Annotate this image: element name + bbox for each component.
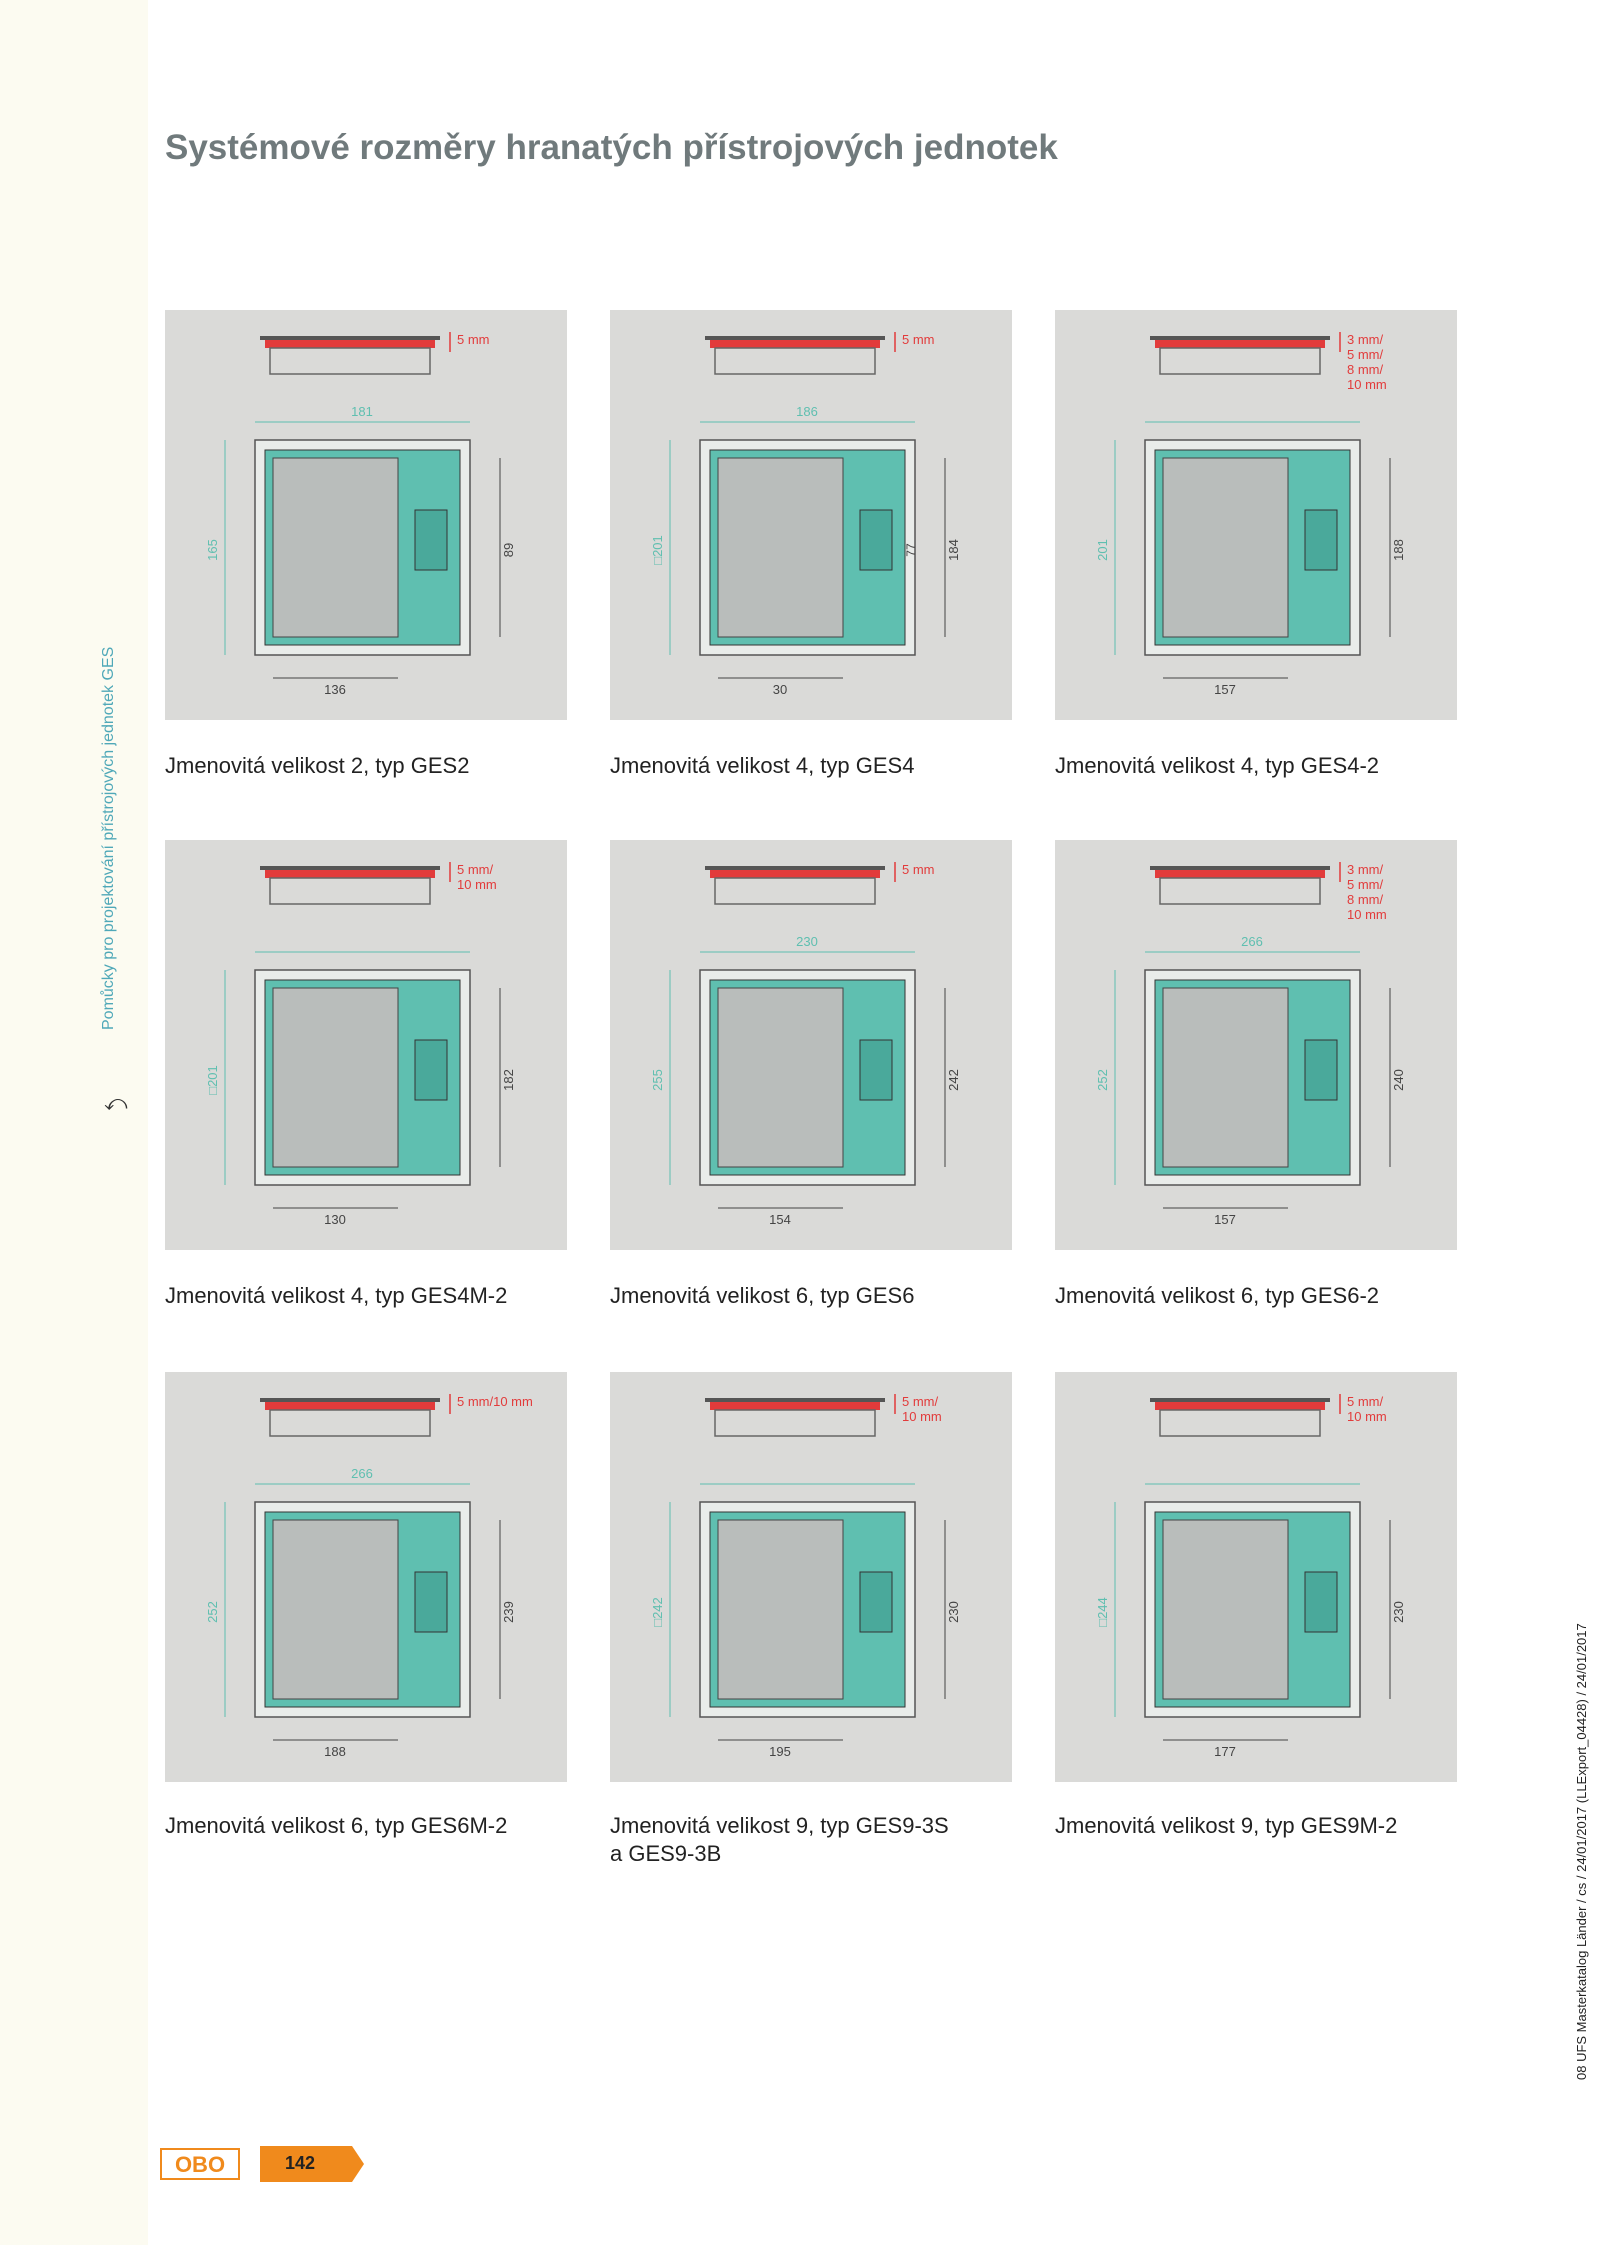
socket-icon <box>860 1040 892 1100</box>
mm-label: 5 mm/10 mm <box>457 1394 533 1409</box>
socket-icon <box>1305 510 1337 570</box>
cover-plate <box>273 458 398 637</box>
unit-drawing <box>165 310 567 720</box>
cover-plate <box>718 1520 843 1699</box>
mm-label: 5 mm <box>902 862 935 877</box>
unit-caption: Jmenovitá velikost 9, typ GES9M-2 <box>1055 1813 1398 1838</box>
frame-profile <box>270 1410 430 1436</box>
cover-plate <box>1163 1520 1288 1699</box>
cover-plate <box>273 1520 398 1699</box>
left-dimension: 255 <box>650 1069 665 1091</box>
unit-caption: Jmenovitá velikost 4, typ GES4M-2 <box>165 1283 508 1308</box>
right-dimension: 182 <box>501 1069 516 1091</box>
bottom-dimension: 130 <box>324 1212 346 1227</box>
mm-label: 5 mm/ 10 mm <box>457 862 497 892</box>
page-title: Systémové rozměry hranatých přístrojových jednotek <box>165 128 1058 167</box>
catalog-reference: 08 UFS Masterkatalog Länder / cs / 24/01/2017 (LLExport_04428) / 24/01/2017 <box>1574 1623 1589 2080</box>
right-dimension: 89 <box>501 542 516 558</box>
frame-profile <box>270 348 430 374</box>
top-dimension: 266 <box>351 1466 373 1481</box>
right-dimension: 230 <box>1391 1601 1406 1623</box>
right-dimension: 240 <box>1391 1069 1406 1091</box>
cover-plate <box>273 988 398 1167</box>
unit-drawing <box>165 1372 567 1782</box>
cover-plate <box>1163 988 1288 1167</box>
mm-label: 5 mm/ 10 mm <box>902 1394 942 1424</box>
left-dimension: □244 <box>1095 1597 1110 1627</box>
unit-caption: Jmenovitá velikost 4, typ GES4 <box>610 753 915 778</box>
socket-icon <box>415 1572 447 1632</box>
side-label: Pomůcky pro projektování přístrojových jednotek GES <box>100 646 117 1030</box>
socket-icon <box>415 510 447 570</box>
left-dimension: □242 <box>650 1597 665 1627</box>
frame-profile <box>270 878 430 904</box>
frame-profile <box>715 348 875 374</box>
unit-drawing <box>610 310 1012 720</box>
bottom-dimension: 136 <box>324 682 346 697</box>
mm-label: 5 mm/ 10 mm <box>1347 1394 1387 1424</box>
mm-label: 5 mm <box>457 332 490 347</box>
unit-drawing <box>165 840 567 1250</box>
right-dimension: 242 <box>946 1069 961 1091</box>
left-dimension: 201 <box>1095 539 1110 561</box>
sidebar-strip <box>0 0 148 2245</box>
left-dimension: □201 <box>205 1065 220 1095</box>
socket-icon <box>1305 1572 1337 1632</box>
left-dimension: 252 <box>1095 1069 1110 1091</box>
right-dimension: 239 <box>501 1601 516 1623</box>
unit-caption: Jmenovitá velikost 6, typ GES6-2 <box>1055 1283 1380 1308</box>
mm-label: 5 mm <box>902 332 935 347</box>
bottom-dimension: 177 <box>1214 1744 1236 1759</box>
frame-profile <box>1160 348 1320 374</box>
left-dimension: 252 <box>205 1601 220 1623</box>
top-dimension: 181 <box>351 404 373 419</box>
unit-drawing <box>1055 1372 1457 1782</box>
socket-icon <box>860 510 892 570</box>
frame-profile <box>715 1410 875 1436</box>
top-dimension: 266 <box>1241 934 1263 949</box>
frame-profile <box>1160 878 1320 904</box>
bottom-dimension: 195 <box>769 1744 791 1759</box>
bottom-dimension: 157 <box>1214 682 1236 697</box>
left-dimension: □201 <box>650 535 665 565</box>
bottom-dimension: 154 <box>769 1212 791 1227</box>
unit-caption: Jmenovitá velikost 9, typ GES9-3S a GES9-3B <box>610 1813 949 1866</box>
bottom-dimension: 157 <box>1214 1212 1236 1227</box>
brand-text: OBO <box>174 2152 226 2177</box>
unit-caption: Jmenovitá velikost 4, typ GES4-2 <box>1055 753 1380 778</box>
socket-icon <box>860 1572 892 1632</box>
right-dimension: 230 <box>946 1601 961 1623</box>
unit-caption: Jmenovitá velikost 2, typ GES2 <box>165 753 470 778</box>
unit-caption: Jmenovitá velikost 6, typ GES6 <box>610 1283 915 1308</box>
cover-plate <box>718 458 843 637</box>
unit-drawing <box>1055 840 1457 1250</box>
socket-icon <box>415 1040 447 1100</box>
extra-dimension: 77 <box>904 543 918 557</box>
right-dimension: 184 <box>946 539 961 561</box>
bottom-dimension: 188 <box>324 1744 346 1759</box>
obo-logo <box>160 2148 240 2180</box>
bottom-dimension: 30 <box>772 682 788 697</box>
frame-profile <box>1160 1410 1320 1436</box>
socket-icon <box>1305 1040 1337 1100</box>
unit-drawing <box>1055 310 1457 720</box>
top-dimension: 186 <box>796 404 818 419</box>
mm-label: 3 mm/ 5 mm/ 8 mm/ 10 mm <box>1347 862 1387 922</box>
side-logo-icon: ⤺ <box>104 1090 128 1115</box>
unit-drawing <box>610 1372 1012 1782</box>
unit-drawing <box>610 840 1012 1250</box>
page-number: 142 <box>285 2153 316 2173</box>
cover-plate <box>1163 458 1288 637</box>
right-dimension: 188 <box>1391 539 1406 561</box>
left-dimension: 165 <box>205 539 220 561</box>
unit-caption: Jmenovitá velikost 6, typ GES6M-2 <box>165 1813 508 1838</box>
mm-label: 3 mm/ 5 mm/ 8 mm/ 10 mm <box>1347 332 1387 392</box>
top-dimension: 230 <box>796 934 818 949</box>
cover-plate <box>718 988 843 1167</box>
frame-profile <box>715 878 875 904</box>
